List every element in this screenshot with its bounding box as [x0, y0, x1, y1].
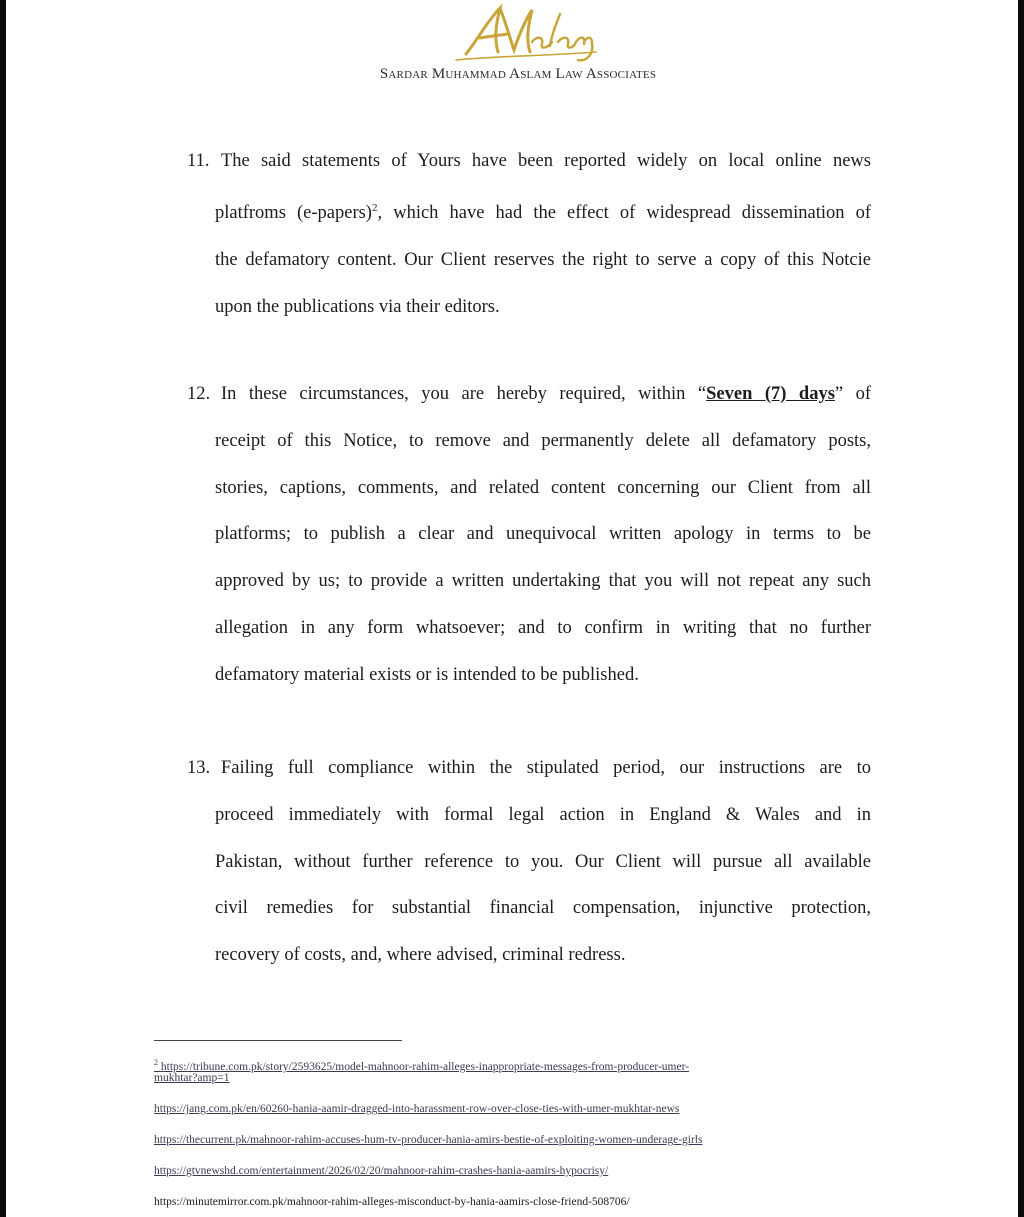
paragraph-line: stories, captions, comments, and related content concerning our Client from all — [215, 477, 871, 498]
paragraph-number: 11. — [187, 151, 210, 171]
footnote-marker: 2 — [154, 1058, 158, 1067]
paragraph-line: the defamatory content. Our Client reserves the right to serve a copy of this Notcie — [215, 249, 871, 270]
paragraph-line: defamatory material exists or is intended to be published. — [215, 664, 639, 685]
paragraph-line: allegation in any form whatsoever; and to confirm in writing that no further — [215, 617, 871, 638]
firm-name: Sardar Muhammad Aslam Law Associates — [379, 66, 657, 82]
footnote-link[interactable]: mukhtar?amp=1 — [154, 1072, 230, 1084]
deadline-emphasis: Seven (7) days — [706, 384, 835, 404]
paragraph-line: The said statements of Yours have been reported widely on local online news — [221, 151, 871, 171]
paragraph-line: In these circumstances, you are hereby required, within “Seven (7) days” of — [221, 384, 872, 404]
footnote-link[interactable]: https://minutemirror.com.pk/mahnoor-rahim-alleges-misconduct-by-hania-aamirs-close-friend-508706/ — [154, 1196, 630, 1208]
paragraph-line: platfroms (e-papers)$^2$, which have had the effect of widespread dissemination of — [215, 201, 871, 223]
paragraph-number: 13. — [187, 758, 211, 778]
footnote-link[interactable]: $^2$ https://tribune.com.pk/story/2593625/model-mahnoor-rahim-alleges-inappropriate-messages-from-producer-umer- — [154, 1058, 690, 1073]
paragraph-line: upon the publications via their editors. — [215, 296, 500, 317]
footnote-link[interactable]: https://jang.com.pk/en/60260-hania-aamir-dragged-into-harassment-row-over-close-ties-with-umer-mukhtar-news — [154, 1103, 680, 1115]
paragraph-line: platforms; to publish a clear and unequivocal written apology in terms to be — [215, 524, 871, 545]
paragraph-line: Pakistan, without further reference to you. Our Client will pursue all available — [215, 851, 871, 872]
footnote-reference: 2 — [371, 201, 378, 214]
paragraph-line: approved by us; to provide a written undertaking that you will not repeat any such — [215, 571, 871, 592]
footnote-link[interactable]: https://gtvnewshd.com/entertainment/2026/02/20/mahnoor-rahim-crashes-hania-aamirs-hypocrisy/ — [154, 1165, 609, 1177]
paragraph-11 — [187, 138, 871, 330]
paragraph-line: proceed immediately with formal legal action in England & Wales and in — [215, 804, 871, 825]
paragraph-line: civil remedies for substantial financial compensation, injunctive protection, — [215, 898, 871, 919]
paragraph-13 — [187, 745, 871, 979]
footnote-divider — [154, 1040, 402, 1041]
paragraph-number: 12. — [187, 384, 211, 404]
document-page — [6, 0, 1018, 1217]
paragraph-line: receipt of this Notice, to remove and permanently delete all defamatory posts, — [215, 430, 871, 451]
footnote-link[interactable]: https://thecurrent.pk/mahnoor-rahim-accuses-hum-tv-producer-hania-amirs-bestie-of-exploiting-women-underage-girls — [154, 1134, 703, 1146]
paragraph-line: Failing full compliance within the stipulated period, our instructions are to — [221, 758, 871, 778]
paragraph-line: recovery of costs, and, where advised, criminal redress. — [215, 945, 626, 966]
firm-signature-logo — [436, 2, 606, 66]
paragraph-12 — [187, 371, 871, 699]
